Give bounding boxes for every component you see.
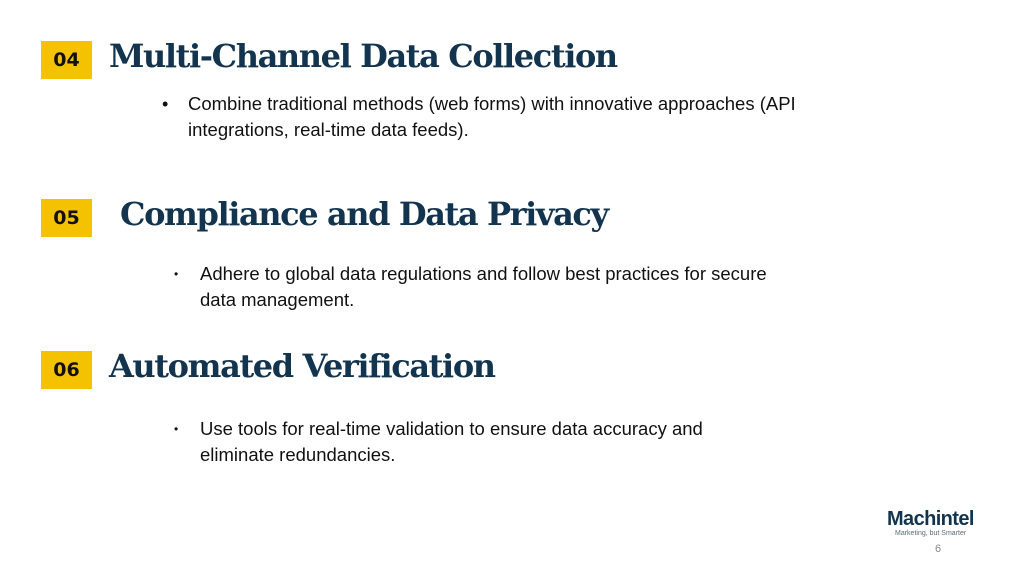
- bullet-dot: •: [174, 422, 179, 436]
- bullet-text: Combine traditional methods (web forms) with innovative approaches (API integrations, real-time data feeds).: [188, 93, 796, 140]
- bullet-item: [174, 261, 794, 313]
- section-number-badge: 06: [41, 351, 92, 389]
- company-logo: [887, 509, 982, 538]
- bullet-text: Use tools for real-time validation to ensure data accuracy and eliminate redundancies.: [200, 418, 703, 465]
- bullet-dot: •: [162, 94, 169, 114]
- section-title: Automated Verification: [109, 347, 495, 385]
- section-title: Compliance and Data Privacy: [120, 195, 608, 233]
- section-number-badge: 04: [41, 41, 92, 79]
- bullet-dot: •: [174, 267, 179, 281]
- section-title: Multi-Channel Data Collection: [109, 37, 617, 75]
- page-number: 6: [935, 543, 942, 555]
- section-number-badge: 05: [41, 199, 92, 237]
- bullet-item: [162, 91, 842, 143]
- logo-tagline: Marketing, but Smarter: [895, 530, 967, 537]
- logo-name: Machintel: [887, 508, 974, 530]
- bullet-item: [174, 416, 794, 468]
- bullet-text: Adhere to global data regulations and follow best practices for secure data management.: [200, 263, 767, 310]
